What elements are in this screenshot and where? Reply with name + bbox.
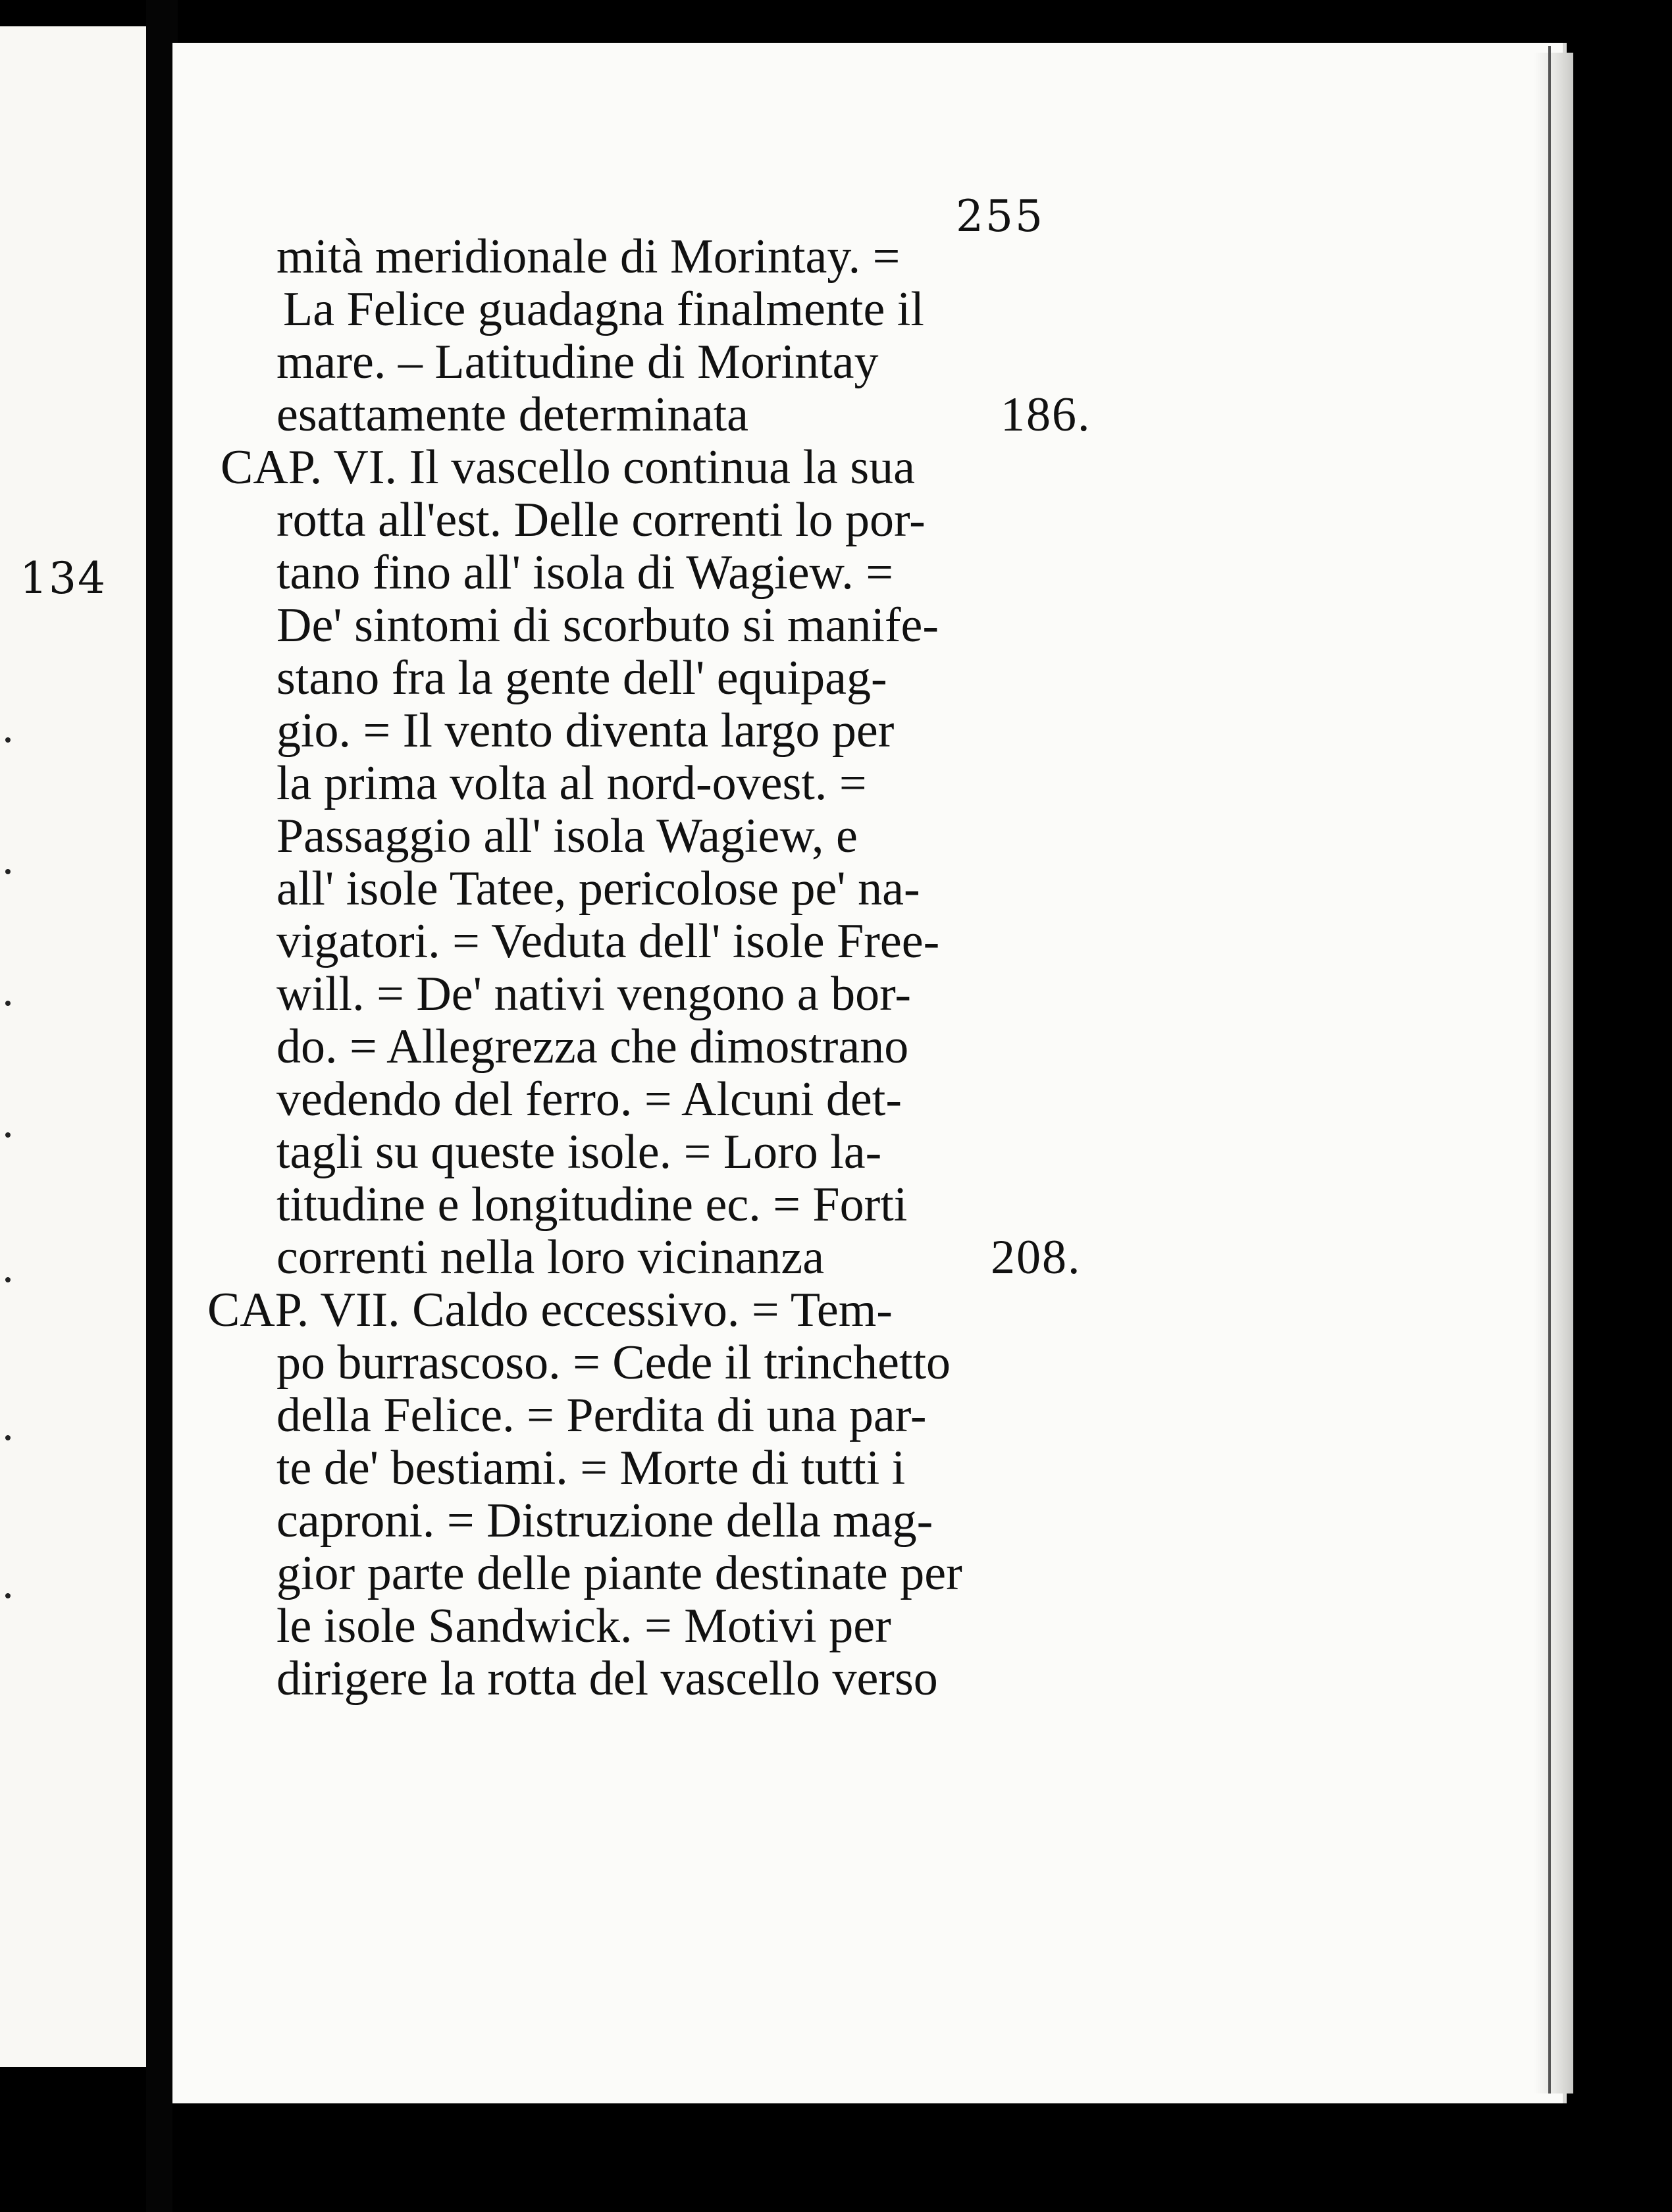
page-edge-shadow <box>1534 53 1573 2094</box>
toc-line: gio. = Il vento diventa largo per <box>276 704 895 758</box>
toc-page-reference: 208. <box>991 1230 1082 1284</box>
toc-line: vedendo del ferro. = Alcuni det- <box>276 1072 902 1126</box>
toc-line: Passaggio all' isola Wagiew, e <box>276 809 858 863</box>
toc-line: esattamente determinata <box>276 388 749 442</box>
left-page-edge-mark <box>5 1593 11 1598</box>
toc-line: tano fino all' isola di Wagiew. = <box>276 546 893 600</box>
toc-line: dirigere la rotta del vascello verso <box>276 1652 938 1706</box>
left-page-edge-mark <box>5 1132 11 1138</box>
toc-line: De' sintomi di scorbuto si manife- <box>276 598 939 652</box>
left-page-edge-mark <box>5 1277 11 1282</box>
toc-line: po burrascoso. = Cede il trinchetto <box>276 1336 951 1390</box>
toc-line: le isole Sandwick. = Motivi per <box>276 1599 891 1653</box>
toc-line: la prima volta al nord-ovest. = <box>276 756 867 810</box>
toc-line: della Felice. = Perdita di una par- <box>276 1388 927 1442</box>
toc-line: will. = De' nativi vengono a bor- <box>276 967 911 1021</box>
page-edge-line <box>1548 46 1551 2094</box>
left-page-edge-mark <box>5 1435 11 1440</box>
toc-chapter-heading: CAP. VII. Caldo eccessivo. = Tem- <box>207 1283 893 1337</box>
toc-line: do. = Allegrezza che dimostrano <box>276 1020 909 1074</box>
scan-bottom-border <box>172 2103 1621 2212</box>
left-page-fragment <box>0 26 146 2067</box>
page-number: 255 <box>956 191 1045 242</box>
left-page-edge-mark <box>5 869 11 874</box>
toc-chapter-heading: CAP. VI. Il vascello continua la sua <box>221 440 916 494</box>
toc-line: rotta all'est. Delle correnti lo por- <box>276 493 926 547</box>
toc-line: tagli su queste isole. = Loro la- <box>276 1125 882 1179</box>
toc-line: caproni. = Distruzione della mag- <box>276 1494 933 1548</box>
toc-line: titudine e longitudine ec. = Forti <box>276 1178 908 1232</box>
left-page-number: 134 <box>20 553 107 604</box>
toc-line: La Felice guadagna finalmente il <box>283 282 924 336</box>
left-page-edge-mark <box>5 737 11 743</box>
toc-line: mare. – Latitudine di Morintay <box>276 335 879 389</box>
toc-line: mità meridionale di Morintay. = <box>276 230 901 284</box>
toc-page-reference: 186. <box>1001 388 1091 442</box>
toc-line: te de' bestiami. = Morte di tutti i <box>276 1441 906 1495</box>
left-page-edge-mark <box>5 1001 11 1006</box>
toc-line: gior parte delle piante destinate per <box>276 1546 962 1600</box>
toc-line: vigatori. = Veduta dell' isole Free- <box>276 914 940 968</box>
toc-line: correnti nella loro vicinanza <box>276 1230 825 1284</box>
toc-line: all' isole Tatee, pericolose pe' na- <box>276 862 920 916</box>
toc-line: stano fra la gente dell' equipag- <box>276 651 887 705</box>
